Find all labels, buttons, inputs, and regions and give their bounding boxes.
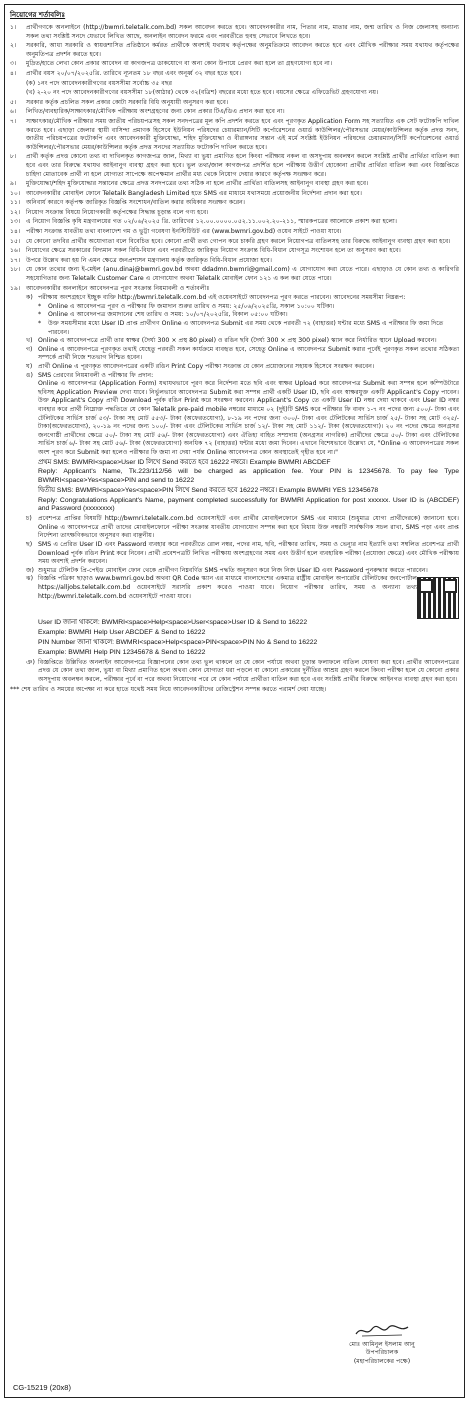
- deadline-note: *** শেষ তারিখ ও সময়ের অপেক্ষা না করে হাতে যথেষ্ট সময় নিয়ে আবেদনকারীদের রেজিস্ট্রেশন সম্পন্ন করতে পরামর্শ দেয়া যাচ্ছে।: [10, 686, 327, 694]
- sms-fee-instructions: Online এ আবেদনপত্র (Application Form) যথাযথভাবে পূরণ করে নির্দেশনা মতে ছবি এবং স্বাক্ষর Upload করে আবেদনপত্র Submit করা সম্পন্ন হলে কম্পিউটারে ছবিসহ Application Preview দেখা যাবে। নির্ভুলভাবে আবেদনপত্র Submit করা সম্পন্ন প্রার্থী একটি User ID, ছবি এবং স্বাক্ষরযুক্ত একটি Applicant's Copy পাবেন। উক্ত Applicant's Copy প্রার্থী Download পূর্বক রঙিন Print করে সংরক্ষণ করবেন। Applicant's Copy তে একটি User ID নম্বর দেয়া থাকবে এবং User ID নম্বর ব্যবহার করে প্রার্থী নিম্নোক্ত পদ্ধতিতে যে কোন Teletalk pre-paid mobile নম্বরের মাধ্যমে ০২ (দুই)টি SMS করে পরীক্ষার ফি বাবদ ১-৭ নং পদের জন্য ৫০০/- টাকা এবং টেলিটকের সার্ভিস চার্জ ৫৩/- টাকা সহ মোট ৫৫৩/- টাকা (অফেরতযোগ্য), ৮-১৯ নং পদের জন্য ৩০০/- টাকা এবং টেলিটকের সার্ভিস চার্জ ২৫/- টাকা সহ মোট ৩২৫/- টাকা(অফেরতযোগ্য), ২০-১৯ নং পদের জন্য ১০০/- টাকা এবং টেলিটকের সার্ভিস চার্জ ১২/- টাকা সহ মোট ১১২/- টাকা (অফেরতযোগ্য)। ২০ নং পদের ক্ষেত্রে অনগ্রসর জনগোষ্ঠী প্রার্থীদের ক্ষেত্রে ৫০/- টাকা সহ মোট ৫৬/- টাকা (অফেরতযোগ্য) এবং ঐতিহ্য বাহিত সম্প্রদায় (অনগ্রসর নাগরিক) প্রার্থীদের ক্ষেত্রে ৫০/- টাকা এবং টেলিটকের সার্ভিস চার্জ ৬/- টাকা সহ মোট ৫৬/- টাকা (অফেরতযোগ্য) অনধিক ৭২ (বাহাত্তর) ঘন্টার মধ্যে জমা দিবেন। এখানে বিশেষভাবে উল্লেখ্য যে, "Online এ আবেদনপত্রের সকল অংশ পূরণ করে Submit করা হলেও পরীক্ষার ফি জমা না দেয়া পর্যন্ত Online আবেদনপত্র কোন অবস্থাতেই গৃহীত হবে না।": [38, 380, 459, 456]
- condition-text: যে কোনো তদবির প্রার্থীর অযোগ্যতা বলে বিবেচিত হবে। কোনো প্রার্থী তথ্য গোপন করে চাকরি গ্রহণ করলে নিয়োগপত্র বাতিলসহ তার বিরুদ্ধে আইনানুগ ব্যবস্থা গ্রহণ করা হবে।: [26, 237, 451, 245]
- condition-item: [10, 228, 459, 237]
- condition-item: [10, 99, 459, 108]
- condition-text: লিখিত/ব্যবহারিক/সাক্ষাৎকার/মৌখিক পরীক্ষায় অংশগ্রহণের জন্য কোন প্রকার টিএ/ডিএ প্রদান করা হবে না।: [26, 108, 285, 116]
- condition-item: [10, 24, 459, 41]
- condition-number: [10, 89, 26, 98]
- item-19-kha: খ) Online এ আবেদনপত্রে প্রার্থী তার স্বাক্ষর (দৈর্ঘ্য 300 × প্রস্থ 80 pixel) ও রঙিন ছবি (দৈর্ঘ্য 300 × প্রস্থ 300 pixel) স্ক্যান করে নির্ধারিত স্থানে Upload করবেন।: [26, 337, 437, 345]
- condition-number: ১২।: [10, 208, 21, 216]
- condition-item: [10, 190, 459, 199]
- condition-number: ১১।: [10, 199, 21, 207]
- signatory-designation: উপপরিচালক: [365, 1349, 399, 1357]
- schedule-start: * Online এ আবেদনপত্র পূরণ ও পরীক্ষার ফি জমাদান শুরুর তারিখ ও সময়: ২৫/০৬/২০২৫খ্রি, সকাল ১০:০০ ঘটিকা।: [38, 302, 335, 310]
- condition-number: ১৮।: [10, 266, 21, 274]
- condition-item: [10, 199, 459, 208]
- lost-pin-sms: PIN Number জানা থাকলে: BWMRI<space>Help<space>PIN<space>PIN No & Send to 16222: [38, 639, 318, 647]
- condition-item: [10, 257, 459, 266]
- condition-number: ৫।: [10, 98, 17, 106]
- condition-item: [10, 285, 459, 294]
- schedule-end: * Online এ আবেদনপত্র জমাদানের শেষ তারিখ ও সময়: ১০/০৭/২০২৫খ্রি, বিকাল ০৫:০০ ঘটিকা।: [38, 311, 288, 319]
- signatory-name: মোঃ আমিনুল ইসলাম আনু: [349, 1341, 415, 1348]
- condition-text: (ক) ১নং পদে আবেদনকারীগণের বয়সসীমা সর্বোচ্চ ৩৫ বছর: [26, 79, 172, 87]
- signatory-on-behalf: (মহাপরিচালকের পক্ষে): [353, 1357, 411, 1365]
- condition-number: [10, 80, 26, 89]
- condition-text: (খ) ২-২০ নং পদে আবেদনকারীগণের বয়সসীমা ১৮(আঠার) থেকে ৩২(বত্রিশ) বছরের মধ্যে হতে হবে। বয়সের ক্ষেত্রে এফিডেভিট গ্রহণযোগ্য নয়।: [26, 89, 379, 97]
- condition-item: [10, 80, 459, 89]
- first-sms-reply: Reply: Applicant's Name, Tk.223/112/56 will be charged as application fee. Your PIN is 12345678. To pay fee Type BWMRI<space>Yes<space>PIN and send to 16222: [38, 468, 459, 485]
- first-sms: প্রথম SMS: BWMRI<space>User ID লিখে Send করতে হবে 16222 নম্বরে। Example BWMRI ABCDEF: [38, 458, 331, 466]
- condition-text: প্রার্থীগণকে অনলাইনে (http://bwmri.teletalk.com.bd) সকল আবেদন করতে হবে। আবেদনকারীর নাম, পিতার নাম, মাতার নাম, জন্ম তারিখ ও নিজ জেলাসহ অন্যান্য সকল তথ্য সংশ্লিষ্ট সনদে যেভাবে লিখিত আছে, অনলাইন আবেদন ফরমে এবং পরবর্তীতে হুবহু সেভাবে লিখতে হবে।: [26, 24, 459, 40]
- item-19-ja: জ) শুধুমাত্র টেলিটক প্রি-পেইড মোবাইল ফোন থেকে প্রার্থীগণ নিম্নবর্ণিত SMS পদ্ধতি অনুসরণ করে নিজ নিজ User ID এবং Password পুনরুদ্ধার করতে পারবেন।: [26, 566, 428, 574]
- condition-item: [10, 238, 459, 247]
- condition-text: অনিবার্য কারণে কর্তৃপক্ষ জারিকৃত বিজ্ঞপ্তি সংশোধন/বাতিল করার অধিকার সংরক্ষণ করেন।: [26, 199, 246, 207]
- condition-text: যে কোন তথ্যের জন্য ই-মেইল (anu.dinaj@bwmri.gov.bd অথবা ddadmn.bwmri@gmail.com) এ যোগাযোগ করা যেতে পারে। এছাড়াও যে কোন তথ্য ও কারিগরি সহযোগিতার জন্য Teletalk Customer Care এ যোগাযোগ অথবা Teletalk মোবাইল ফোন ১২১ এ কল করা যেতে পারে।: [26, 266, 459, 283]
- conditions-heading: নিয়োগের শর্তাবলিঃ: [10, 11, 66, 19]
- condition-text: প্রার্থী কর্তৃক প্রদত্ত কোনো তথ্য বা দাখিলকৃত কাগজপত্র জাল, মিথ্যা বা ভুয়া প্রমাণিত হলে কিংবা পরীক্ষায় নকল বা অসদুপায় অবলম্বন করলে সংশ্লিষ্ট প্রার্থীর প্রার্থিতা বাতিল করা হবে এবং তার বিরুদ্ধে যথাযথ আইনানুগ ব্যবস্থা গ্রহণ করা হবে। ভুল তথ্য/জাল কাগজপত্র প্রদর্শিত হলে পরীক্ষায় উত্তীর্ণ হোকোনা প্রার্থীর প্রার্থিতা বাতিল করা এবং বিজ্ঞপ্তিতে চাহিদা মোতাবেক প্রার্থী না হলে যোগ্যতা সাপেক্ষে অপেক্ষমান প্রার্থীর মধ্য থেকে নিয়োগ দেয়ার কারণে কর্তৃপক্ষ সংরক্ষণ করে।: [26, 153, 459, 178]
- condition-text: নিয়োগ সংক্রান্ত বিষয়ে নিয়োগকারী কর্তৃপক্ষের সিদ্ধান্ত চূড়ান্ত বলে গণ্য হবে।: [26, 208, 209, 216]
- condition-number: ৯।: [10, 180, 17, 188]
- condition-item: [10, 266, 459, 283]
- schedule-fee-window: * উক্ত সময়সীমার মধ্যে User ID প্রাপ্ত প্রার্থীগণ Online এ আবেদনপত্র Submit এর সময় থেকে পরবর্তী ৭২ (বাহাত্তর) ঘন্টার মধ্যে SMS এ পরীক্ষার ফি জমা দিতে পারবেন।: [38, 320, 444, 336]
- condition-number: ৮।: [10, 153, 17, 161]
- item-19-gha: ঘ) প্রার্থী Online এ পূরণকৃত আবেদনপত্রের একটি রঙিন Print Copy পরীক্ষা সংক্রান্ত যে কোন প্রয়োজনের সহায়ক হিসেবে সংরক্ষণ করবেন।: [26, 362, 375, 370]
- condition-text: প্রার্থীর বয়স ২০/০৭/২০২৫খ্রি. তারিখে ন্যূনতম ১৮ বছর এবং অনূর্ধ্ব ৩২ বছর হতে হবে।: [26, 69, 242, 77]
- condition-number: ১।: [10, 24, 17, 31]
- condition-text: পরীক্ষা সংক্রান্ত যাবতীয় তথ্য বাংলাদেশ গম ও ভুট্টা গবেষণা ইনস্টিটিউট এর (www.bwmri.gov.bd) ওয়েব সাইটে পাওয়া যাবে।: [26, 228, 342, 236]
- condition-number: ১৬।: [10, 247, 21, 255]
- signature-image: [352, 1323, 412, 1339]
- item-19-jha: ঝ) বিজ্ঞপ্তি পত্রিকা ছাড়াও www.bwmri.gov.bd অথবা QR Code স্ক্যান এর মাধ্যমে বাংলাদেশের একমাত্র রাষ্ট্রীয় মোবাইল অপারেটর টেলিটকের জবপোর্টাল https://alljobs.teletalk.com.bd ওয়েবসাইটে সরাসরি প্রকাশ করেও পাওয়া যাবে। নিয়োগ পরীক্ষার তারিখ, সময় ও অন্যান্য তথ্য http://bwmri.teletalk.com.bd ওয়েবসাইটে পাওয়া যাবে।: [26, 575, 459, 619]
- condition-number: ১৭।: [10, 256, 21, 264]
- condition-text: আবেদনকারীর মোবাইল ফোনে Teletalk Bangladesh Limited হতে SMS এর মাধ্যমে যথাসময়ে প্রয়োজনীয় নির্দেশনা প্রদান করা হবে।: [26, 189, 362, 197]
- signature-block: [322, 1323, 442, 1366]
- condition-text: সাক্ষাৎকার/মৌখিক পরীক্ষার সময় জাতীয় পরিচয়পত্রসহ সকল সনদপত্রের মূল কপি প্রদর্শন করতে হবে এবং পূরণকৃত Application Form সহ সত্যায়িত এক সেট ফটোকপি দাখিল করতে হবে। এছাড়া জেলার স্থায়ী বাসিন্দা প্রমাণক হিসেবে ইউনিয়ন পরিষদের চেয়ারম্যান/সিটি কর্পোরেশনের ওয়ার্ড কাউন্সিলর/পৌরসভার মেয়র/কাউন্সিলর কর্তৃক প্রদত্ত সনদ, জাতীয় পরিচয়পত্রের ফটোকপি এবং আবেদনকারী মুক্তিযোদ্ধা, শহিদ মুক্তিযোদ্ধা ও বীরাঙ্গনার সন্তান এই মর্মে সংশ্লিষ্ট ইউনিয়ন পরিষদের চেয়ারম্যান/সিটি কর্পোরেশনের ওয়ার্ড কাউন্সিলর/পৌরসভার মেয়র/কাউন্সিলর কর্তৃক প্রদত্ত সনদের সত্যায়িত ফটোকপি দাখিল করতে হবে।: [26, 117, 459, 151]
- condition-item: [10, 108, 459, 117]
- condition-item: [10, 118, 459, 152]
- lost-user-id-sms: User ID জানা থাকলে: BWMRI<space>Help<space>User<space>User ID & Send to 16222: [38, 619, 308, 627]
- condition-text: এ নিয়োগ বিজ্ঞপ্তি কৃষি মন্ত্রণালয়ের গত ০২/০৬/২০২৫ খ্রি. তারিখের ১২.০০.০০০০.০৫২.১১.০০২.২০-২১১, স্মারকপত্রের আলোকে প্রকাশ করা হলো।: [26, 218, 397, 226]
- condition-number: ১৫।: [10, 237, 21, 245]
- condition-item: [10, 209, 459, 218]
- condition-item: [10, 70, 459, 79]
- condition-number: ৭।: [10, 117, 17, 125]
- lost-user-id-example: Example: BWMRI Help User ABCDEF & Send to 16222: [38, 629, 206, 637]
- condition-number: ১৯।: [10, 284, 21, 292]
- condition-number: ১০।: [10, 189, 21, 197]
- second-sms-reply: Reply: Congratulations Applicant's Name, payment completed successfully for BWMRI Application for post xxxxxx. User ID is (ABCDEF) and Password (xxxxxxxx): [38, 496, 459, 513]
- item-19-chha: ছ) SMS এ প্রেরিত User ID এবং Password ব্যবহার করে পরবর্তীতে রোল নম্বর, পদের নাম, ছবি, পরীক্ষার তারিখ, সময় ও ভেন্যুর নাম ইত্যাদি তথ্য সম্বলিত প্রবেশপত্র প্রার্থী Download পূর্বক রঙিন Print করে নিবেন। প্রার্থী প্রবেশপত্রটি লিখিত পরীক্ষায় অংশগ্রহণের সময় এবং উত্তীর্ণ হলে ব্যবহারিক পরীক্ষা (প্রযোজ্য ক্ষেত্রে) এবং মৌখিক পরীক্ষায় সময় অবশ্যই প্রদর্শন করবেন।: [26, 541, 459, 566]
- condition-number: ১৪।: [10, 228, 21, 236]
- item-19-ka: ক) পরীক্ষায় অংশগ্রহণে ইচ্ছুক ব্যক্তি http://bwmri.teletalk.com.bd এই ওয়েবসাইটে আবেদনপত্র পূরণ করতে পারবেন। আবেদনের সময়সীমা নিম্নরূপ:: [26, 294, 406, 302]
- condition-number: ১৩।: [10, 218, 21, 226]
- condition-number: ৪।: [10, 69, 17, 77]
- condition-number: ৩।: [10, 60, 17, 68]
- condition-item: [10, 60, 459, 69]
- condition-number: ৬।: [10, 108, 17, 116]
- condition-item: [10, 153, 459, 179]
- second-sms: দ্বিতীয় SMS: BWMRI<space>Yes<space>PIN লিখে Send করতে হবে 16222 নম্বরে। Example BWMRI YES 12345678: [38, 486, 379, 494]
- ad-code: CG-15219 (20x8): [13, 1383, 71, 1392]
- lost-pin-example: Example: BWMRI Help PIN 12345678 & Send to 16222: [38, 648, 206, 656]
- condition-text: সরকার কর্তৃক প্রচলিত সকল প্রকার কোটা সরকারি বিধি অনুযায়ী অনুসরণ করা হবে।: [26, 98, 229, 106]
- notice-page: [4, 4, 465, 1398]
- condition-text: মুক্তিযোদ্ধা/শহিদ মুক্তিযোদ্ধার সন্তানের ক্ষেত্রে প্রদত্ত সনদপত্রের তথ্য সঠিক না হলে প্রার্থীর প্রার্থিতা বাতিলসহ আইনানুগ ব্যবস্থা গ্রহণ করা হবে।: [26, 180, 369, 188]
- condition-text: উপরে উল্লেখ করা হয় নি এমন ক্ষেত্রে জনপ্রশাসন মন্ত্রণালয় কর্তৃক জারিকৃত বিধি-বিধান প্রযোজ্য হবে।: [26, 256, 272, 264]
- qr-code-icon[interactable]: [417, 577, 459, 619]
- condition-number: ২।: [10, 42, 17, 50]
- item-19-cha: চ) প্রবেশপত্র প্রাপ্তির বিষয়টি http://bwmri.teletalk.com.bd ওয়েবসাইটে এবং প্রার্থীর মোবাইলফোনে SMS এর মাধ্যমে (শুধুমাত্র যোগ্য প্রার্থীদেরকে) জানানো হবে। Online এ আবেদনপত্রে প্রার্থী তাদের মোবাইলফোনে পরীক্ষা সংক্রান্ত যাবতীয় যোগাযোগ সম্পন্ন করা হবে বিধায় উক্ত নম্বরটি সার্বক্ষণিক সচল রাখা, SMS পড়া এবং প্রাপ্ত নির্দেশনা তাৎক্ষণিকভাবে অনুসরণ করা বাঞ্ছনীয়।: [26, 515, 459, 540]
- item-19-nya: ঞ) বিজ্ঞপ্তিতে উল্লিখিত অনলাইন আবেদনপত্রে বিজ্ঞাপনের কোন তথ্য ভুল থাকলে তা যে কোন পর্যায়ে অথবা চূড়ান্ত ফলাফলে বাতিল ঘোষণা করা হবে। প্রার্থীর আবেদনপত্রের প্রদত্ত যে কোন তথ্য জাল, ভুয়া বা মিথ্যা প্রমাণিত হলে অথবা কোন যোগ্যতা ধরা পড়লে বা কোনো প্রকারের দুর্নীতির আশ্রয় গ্রহণ করলে কিংবা পরীক্ষা হলে যে কোনো প্রকার অসদুপায় অবলম্বন করলে, পরীক্ষার পূর্বে বা পরে অথবা নিয়োগের পরে যে কোন পর্যায়ে প্রার্থীতা বাতিল করা হবে এবং সংশ্লিষ্ট প্রার্থীর বিরুদ্ধে আইনগত ব্যবস্থা গ্রহণ করা হবে।: [26, 658, 459, 683]
- condition-item: [10, 89, 459, 98]
- condition-text: সরকারি, আধা সরকারি ও স্বায়ত্তশাসিত প্রতিষ্ঠানে কর্মরত প্রার্থীকে অবশ্যই যথাযথ কর্তৃপক্ষের অনুমতিক্রমে আবেদন করতে হবে এবং মৌখিক পরীক্ষার সময় যথাযথ কর্তৃপক্ষের অনুমতিপত্র প্রদর্শন করতে হবে।: [26, 42, 459, 58]
- condition-item: [10, 247, 459, 256]
- condition-text: আবেদনকারীর অনলাইনে আবেদনপত্র পূরণ সংক্রান্ত নিয়মাবলী ও শর্তাবলীঃ: [26, 284, 210, 292]
- condition-text: নিয়োগের ক্ষেত্রে সরকারের বিদ্যমান সকল বিধি-বিধান এবং পরবর্তীতে জারিকৃত নিয়োগ সংক্রান্ত বিধি-বিধান যোগসূত্র সংশোধন হলে তা অনুসরণ করা হবে।: [26, 247, 401, 255]
- condition-item: [10, 218, 459, 227]
- condition-item: [10, 42, 459, 59]
- conditions-list: [10, 24, 459, 293]
- item-19-ga: গ) Online এ আবেদনপত্রে পূরণকৃত তথ্যই যেহেতু পরবর্তী সকল কার্যক্রমে ব্যবহৃত হবে, সেহেতু Online এ আবেদনপত্র Submit করার পূর্বেই পূরণকৃত সকল তথ্যের সঠিকতা সম্পর্কে প্রার্থী নিজে শতভাগ নিশ্চিত হবেন।: [26, 345, 459, 362]
- condition-text: মুদ্রিত/হাতে লেখা কোন প্রকার আবেদন বা কাগজপত্র ডাকযোগে বা অন্য কোন উপায়ে প্রেরণ করা হলে তা গ্রহণযোগ্য হবে না।: [26, 60, 333, 68]
- item-19-uo: ঙ) SMS প্রেরণের নিয়মাবলী ও পরীক্ষার ফি প্রদান:: [26, 371, 154, 379]
- condition-item: [10, 180, 459, 189]
